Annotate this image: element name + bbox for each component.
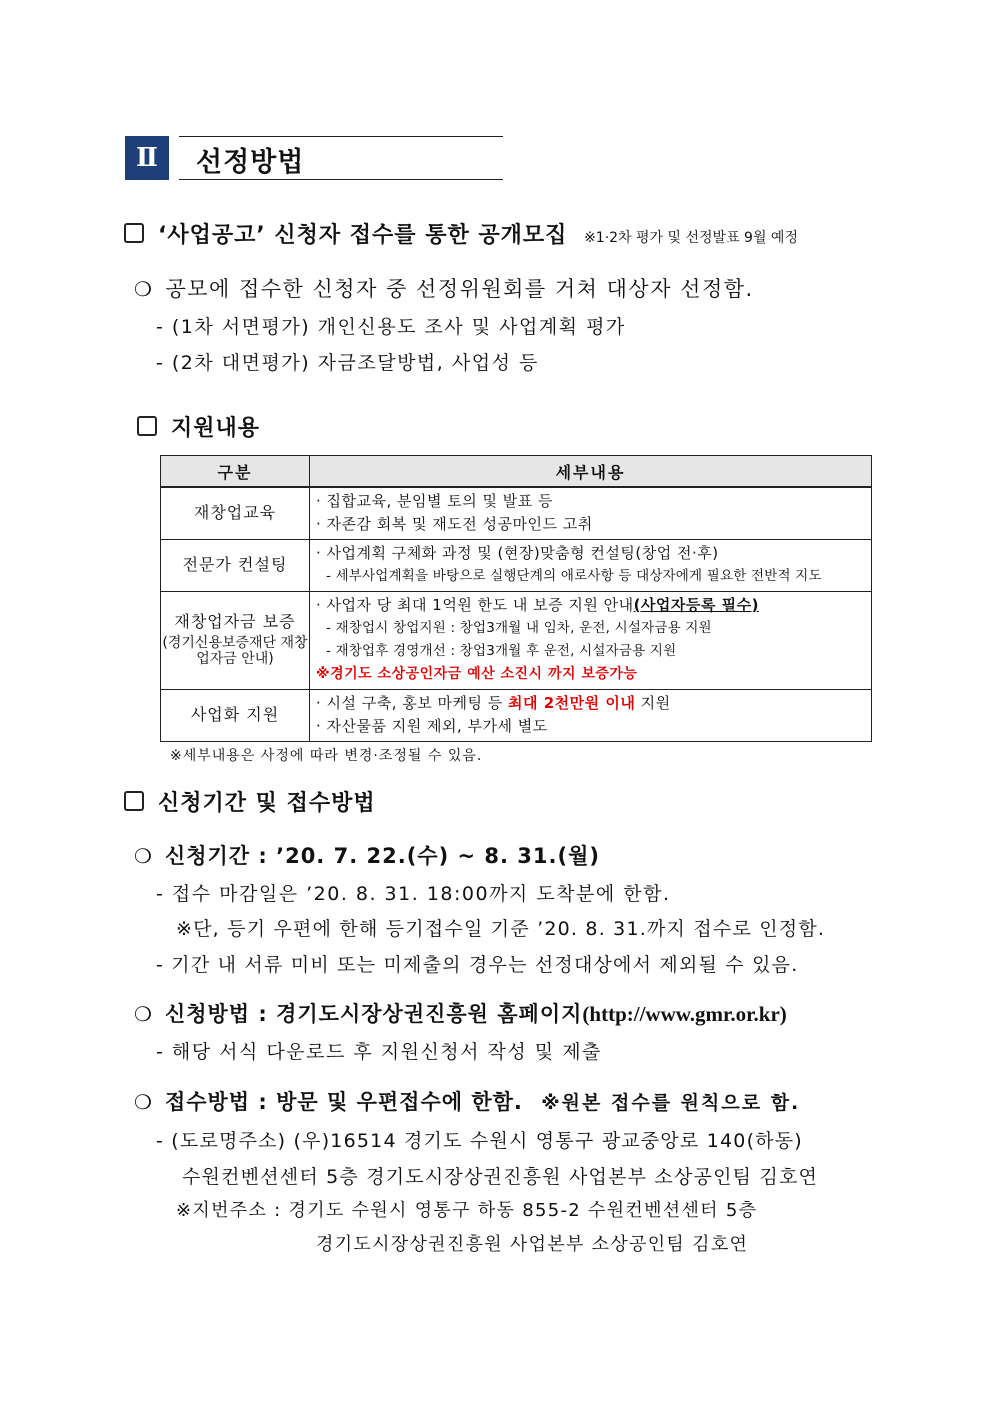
row-detail [310,487,872,539]
recruit-bullet: 공모에 접수한 신청자 중 선정위원회를 거쳐 대상자 선정함. [165,277,754,301]
addr-line1: - (도로명주소) (우)16514 경기도 수원시 영통구 광교중앙로 140(하동) [156,1130,803,1152]
circle-bullet-icon: ❍ [134,1090,153,1114]
checkbox-icon [137,416,157,436]
row-category: 사업화 지원 [161,689,310,741]
detail-subline: - 재창업후 경영개선 : 창업3개월 후 운전, 시설자금용 지원 [326,643,677,659]
detail-line [316,594,865,617]
row-category: 전문가 컨설팅 [161,539,310,591]
section-title: 선정방법 [196,147,305,178]
row-category [161,591,310,689]
method-row [134,998,787,1028]
table-row [161,689,872,741]
row-detail [310,689,872,741]
table-col-detail: 세부내용 [310,456,872,488]
circle-bullet-icon: ❍ [134,1002,153,1026]
detail-line: · 자존감 회복 및 재도전 성공마인드 고취 [316,515,593,534]
circle-bullet-icon: ❍ [134,277,154,301]
row-detail [310,539,872,591]
detail-line: · 집합교육, 분임별 토의 및 발표 등 [316,492,554,511]
method-url: (http://www.gmr.or.kr) [582,1002,787,1026]
support-heading: 지원내용 [171,416,261,441]
addr-line2: 수원컨벤션센터 5층 경기도시장상권진흥원 사업본부 소상공인팀 김호연 [182,1166,819,1188]
detail-line [316,692,865,715]
detail-line: · 자산물품 지원 제외, 부가세 별도 [316,717,548,735]
section-line-bottom [179,179,503,180]
detail-red-note: ※경기도 소상공인자금 예산 소진시 까지 보증가능 [316,666,638,682]
period-sub2: - 기간 내 서류 미비 또는 미제출의 경우는 선정대상에서 제외될 수 있음. [156,954,799,976]
section-line-top [179,136,503,137]
table-row [161,487,872,539]
addr-line4: 경기도시장상권진흥원 사업본부 소상공인팀 김호연 [316,1234,749,1255]
checkbox-icon [124,791,144,811]
recruit-heading: ‘사업공고’ 신청자 접수를 통한 공개모집 [158,223,568,248]
recruit-note: ※1·2차 평가 및 선정발표 9월 예정 [584,230,798,246]
category-title: 재창업자금 보증 [174,611,296,631]
circle-bullet-icon: ❍ [134,844,153,868]
row-detail [310,591,872,689]
row-category: 재창업교육 [161,487,310,539]
period-sub1: - 접수 마감일은 ’20. 8. 31. 18:00까지 도착분에 한함. [156,883,671,905]
checkbox-icon [124,223,144,243]
detail-red-text: 최대 2천만원 이내 [508,694,636,712]
addr-line3: ※지번주소 : 경기도 수원시 영통구 하동 855-2 수원컨벤션센터 5층 [176,1200,758,1221]
apply-heading-row [124,786,376,817]
detail-text: · 사업자 당 최대 1억원 한도 내 보증 지원 안내 [316,596,634,614]
support-table [160,455,872,742]
table-header-row [161,456,872,488]
recruit-bullet-row [134,273,754,303]
category-subtitle: (경기신용보증재단 재창업자금 안내) [162,635,308,668]
support-footnote: ※세부내용은 사정에 따라 변경·조정될 수 있음. [170,748,483,764]
receipt-note: ※원본 접수를 원칙으로 함. [541,1092,801,1114]
method-label: 신청방법 : 경기도시장상권진흥원 홈페이지 [164,1002,583,1026]
period-row [134,840,600,870]
recruit-sub1: - (1차 서면평가) 개인신용도 조사 및 사업계획 평가 [156,316,626,338]
recruit-heading-row [124,218,798,249]
detail-line: · 사업계획 구체화 과정 및 (현장)맞춤형 컨설팅(창업 전·후) [316,544,719,562]
detail-text: 지원 [635,694,671,712]
section-number-badge: Ⅱ [125,136,169,180]
receipt-row [134,1086,800,1116]
table-col-category: 구분 [161,456,310,488]
detail-underlined-text: (사업자등록 필수) [633,596,759,614]
support-heading-row [137,411,260,442]
table-row [161,591,872,689]
period-label: 신청기간 : ’20. 7. 22.(수) ~ 8. 31.(월) [164,844,600,868]
table-row [161,539,872,591]
detail-subline: - 세부사업계획을 바탕으로 실행단계의 애로사항 등 대상자에게 필요한 전반적 지도 [326,568,822,584]
detail-text: · 시설 구축, 홍보 마케팅 등 [316,694,509,712]
recruit-sub2: - (2차 대면평가) 자금조달방법, 사업성 등 [156,352,539,374]
period-note: ※단, 등기 우편에 한해 등기접수일 기준 ’20. 8. 31.까지 접수로 인정함. [176,918,826,940]
apply-heading: 신청기간 및 접수방법 [158,791,376,816]
detail-subline: - 재창업시 창업지원 : 창업3개월 내 임차, 운전, 시설자금용 지원 [326,620,712,636]
receipt-label: 접수방법 : 방문 및 우편접수에 한함. [164,1090,523,1114]
method-sub: - 해당 서식 다운로드 후 지원신청서 작성 및 제출 [156,1041,602,1063]
